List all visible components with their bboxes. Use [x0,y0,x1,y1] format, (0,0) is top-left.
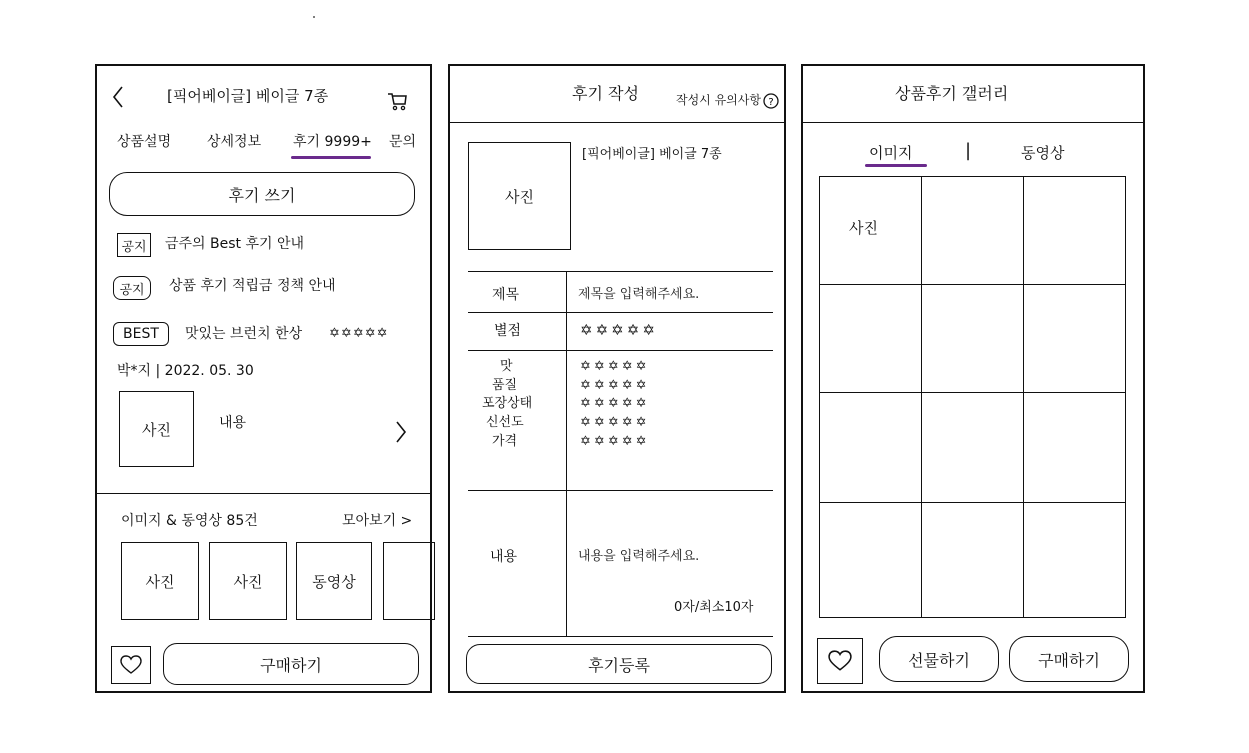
star-icon: ✡ [607,396,622,411]
row-divider [468,490,773,491]
product-title: [픽어베이글] 베이글 7종 [167,87,329,105]
tab-images[interactable]: 이미지 [869,144,913,162]
heart-icon [120,655,142,675]
star-icon: ✡ [580,378,594,393]
star-icon: ✡ [635,359,650,374]
photo-upload-box[interactable]: 사진 [468,142,571,250]
header-divider [803,122,1145,123]
star-icon: ✡ [340,326,353,341]
star-icon: ✡ [580,359,594,374]
star-icon: ✡ [607,378,622,393]
star-icon: ✡ [607,434,622,449]
content-textarea[interactable]: 내용을 입력해주세요. [578,549,700,564]
grid-line [1023,176,1024,618]
best-review-title[interactable]: 맛있는 브런치 한상 [185,326,303,342]
criteria-stars[interactable] [580,435,650,448]
star-icon: ✡ [593,378,608,393]
product-review-screen [95,64,432,693]
divider [97,493,432,494]
criteria-label: 품질 [492,378,518,393]
active-tab-underline [865,164,927,167]
row-divider [468,271,773,272]
page-title: 상품후기 갤러리 [895,84,1009,103]
review-author-date: 박*지 | 2022. 05. 30 [117,363,254,379]
star-icon: ✡ [595,321,612,339]
tab-product-description[interactable]: 상품설명 [117,134,172,150]
next-chevron-right-icon[interactable] [394,420,408,444]
tab-inquiry[interactable]: 문의 [389,134,417,150]
buy-button[interactable]: 구매하기 [1009,636,1129,682]
notice-text[interactable]: 금주의 Best 후기 안내 [165,236,305,252]
rating-label: 별점 [494,323,522,339]
star-icon: ✡ [580,415,594,430]
header-divider [450,122,786,123]
best-badge: BEST [113,322,169,346]
tab-videos[interactable]: 동영상 [1021,144,1065,162]
star-icon: ✡ [626,321,643,339]
grid-line [819,502,1126,503]
help-question-icon[interactable] [763,93,779,109]
star-icon: ✡ [621,434,636,449]
star-icon: ✡ [329,326,341,341]
row-divider [468,636,773,637]
submit-review-button[interactable]: 후기등록 [466,644,772,684]
star-icon: ✡ [593,396,608,411]
notice-badge: 공지 [117,233,151,257]
review-photo[interactable]: 사진 [119,391,194,467]
tab-reviews[interactable]: 후기 9999+ [293,134,372,150]
criteria-stars[interactable] [580,397,650,410]
star-icon: ✡ [621,396,636,411]
media-section-title: 이미지 & 동영상 85건 [121,513,258,529]
grid-line [819,392,1126,393]
gift-button[interactable]: 선물하기 [879,636,999,682]
notice-badge: 공지 [113,276,151,300]
tab-details[interactable]: 상세정보 [207,134,262,150]
best-review-rating [329,327,389,340]
media-thumb-video[interactable]: 동영상 [296,542,372,620]
media-thumb-partial[interactable] [383,542,435,620]
rating-stars[interactable] [580,323,658,338]
star-icon: ✡ [607,359,622,374]
star-icon: ✡ [580,396,594,411]
buy-button[interactable]: 구매하기 [163,643,419,685]
star-icon: ✡ [364,326,377,341]
media-thumb-photo[interactable]: 사진 [121,542,199,620]
content-label: 내용 [490,549,518,565]
star-icon: ✡ [635,434,650,449]
star-icon: ✡ [635,378,650,393]
criteria-stars[interactable] [580,379,650,392]
star-icon: ✡ [611,321,627,339]
star-icon: ✡ [593,415,608,430]
notice-link[interactable]: 작성시 유의사항 [676,93,761,107]
page-title: 후기 작성 [572,84,639,103]
cart-icon[interactable] [384,88,410,114]
star-icon: ✡ [580,321,596,339]
notice-text[interactable]: 상품 후기 적립금 정책 안내 [169,278,336,294]
write-review-button[interactable]: 후기 쓰기 [109,172,415,216]
view-all-link[interactable]: 모아보기 > [342,513,413,529]
grid-line [819,284,1126,285]
criteria-label: 맛 [500,359,513,374]
star-icon: ✡ [607,415,622,430]
star-icon: ✡ [580,434,594,449]
active-tab-underline [291,156,371,159]
stray-dot [313,16,315,18]
row-divider [468,350,773,351]
star-icon: ✡ [635,415,650,430]
wishlist-heart-button[interactable] [111,646,151,684]
title-input[interactable]: 제목을 입력해주세요. [578,287,700,302]
char-counter: 0자/최소10자 [674,600,754,615]
star-icon: ✡ [593,359,608,374]
criteria-stars[interactable] [580,416,650,429]
criteria-label: 신선도 [486,415,524,430]
star-icon: ✡ [593,434,608,449]
star-icon: ✡ [621,359,636,374]
criteria-stars[interactable] [580,360,650,373]
wishlist-heart-button[interactable] [817,638,863,684]
title-label: 제목 [492,287,520,303]
criteria-label: 포장상태 [482,396,533,411]
gallery-cell-photo[interactable]: 사진 [849,219,878,237]
criteria-label: 가격 [492,434,518,449]
star-icon: ✡ [621,415,636,430]
write-review-screen [448,64,786,693]
column-divider [566,271,567,637]
star-icon: ✡ [352,326,365,341]
star-icon: ✡ [376,326,389,341]
tab-separator: | [965,140,972,161]
back-chevron-left-icon[interactable] [109,84,127,110]
star-icon: ✡ [621,378,636,393]
gallery-grid [819,176,1126,618]
grid-line [921,176,922,618]
star-icon: ✡ [635,396,650,411]
media-thumb-photo[interactable]: 사진 [209,542,287,620]
star-icon: ✡ [642,321,658,339]
row-divider [468,312,773,313]
heart-icon [828,650,852,672]
product-name: [픽어베이글] 베이글 7종 [582,147,722,162]
review-gallery-screen [801,64,1145,693]
svg-text:?: ? [768,97,774,108]
review-content: 내용 [219,415,247,431]
